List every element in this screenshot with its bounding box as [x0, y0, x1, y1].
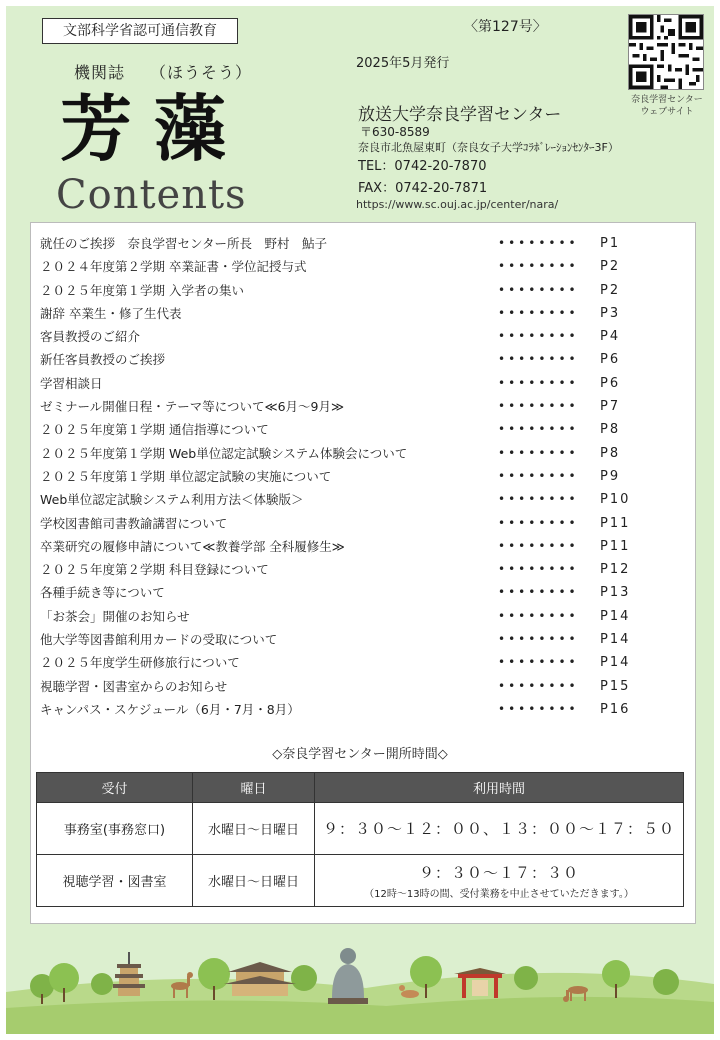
- toc-page-number: P6: [600, 375, 621, 391]
- title-reading: （ほうそう）: [150, 63, 253, 82]
- toc-page-number: P1: [600, 236, 621, 251]
- toc-title: 他大学等図書館利用カードの受取について: [40, 632, 278, 648]
- toc-page-number: P7: [600, 399, 621, 415]
- list-item[interactable]: [40, 488, 640, 511]
- toc-title: 謝辞 卒業生・修了生代表: [40, 305, 182, 321]
- toc-page-number: P2: [600, 282, 621, 298]
- toc-title: 客員教授のご紹介: [40, 329, 141, 345]
- toc-leader: ••••••••: [498, 236, 579, 250]
- toc-title: ２０２５年度学生研修旅行について: [40, 655, 240, 671]
- toc-leader: ••••••••: [498, 632, 579, 647]
- toc-leader: ••••••••: [498, 305, 579, 320]
- list-item[interactable]: [40, 302, 640, 325]
- list-item[interactable]: [40, 348, 640, 371]
- toc-page-number: P8: [600, 422, 621, 438]
- toc-title: キャンパス・スケジュール（6月・7月・8月）: [40, 701, 300, 717]
- column-header-time: 利用時間: [315, 773, 684, 803]
- address: 奈良市北魚屋東町（奈良女子大学ｺﾗﾎﾞﾚｰｼｮﾝｾﾝﾀｰ3F）: [358, 141, 619, 154]
- toc-leader: ••••••••: [498, 445, 579, 460]
- toc-leader: ••••••••: [498, 399, 579, 414]
- toc-page-number: P14: [600, 608, 631, 624]
- toc-page-number: P4: [600, 329, 621, 345]
- issue-date: 2025年5月発行: [356, 56, 450, 71]
- toc-leader: ••••••••: [498, 352, 579, 367]
- toc-page-number: P14: [600, 655, 631, 671]
- list-item[interactable]: [40, 442, 640, 465]
- cell-time: [315, 855, 684, 907]
- list-item[interactable]: [40, 605, 640, 628]
- toc-page-number: P15: [600, 678, 631, 694]
- toc-title: 視聴学習・図書室からのお知らせ: [40, 678, 228, 694]
- list-item[interactable]: [40, 512, 640, 535]
- buddha-statue-icon: [328, 948, 368, 1004]
- toc-page-number: P6: [600, 352, 621, 368]
- toc-leader: ••••••••: [498, 538, 579, 553]
- website-link[interactable]: https://www.sc.ouj.ac.jp/center/nara/: [356, 198, 559, 211]
- toc-title: ２０２５年度第１学期 入学者の集い: [40, 282, 244, 298]
- toc-leader: ••••••••: [498, 608, 579, 623]
- cell-place: 事務室(事務窓口): [37, 803, 193, 855]
- qr-code-icon[interactable]: [628, 14, 704, 90]
- list-item[interactable]: [40, 255, 640, 278]
- toc-page-number: P2: [600, 259, 621, 275]
- list-item[interactable]: [40, 395, 640, 418]
- toc-page-number: P8: [600, 445, 621, 461]
- temple-icon: [224, 962, 296, 996]
- toc-page-number: P12: [600, 562, 631, 578]
- toc-page-number: P9: [600, 468, 621, 484]
- list-item[interactable]: [40, 325, 640, 348]
- toc-title: ２０２５年度第２学期 科目登録について: [40, 562, 269, 578]
- cell-days: 水曜日～日曜日: [193, 855, 315, 907]
- list-item[interactable]: [40, 558, 640, 581]
- toc-page-number: P3: [600, 305, 621, 321]
- toc-leader: ••••••••: [498, 585, 579, 600]
- toc-title: Web単位認定試験システム利用方法＜体験版＞: [40, 492, 304, 508]
- toc-leader: ••••••••: [498, 259, 579, 274]
- toc-title: ２０２５年度第１学期 単位認定試験の実施について: [40, 468, 332, 484]
- list-item[interactable]: [40, 418, 640, 441]
- qr-caption: [620, 94, 714, 118]
- qr-caption-line-1: 奈良学習センター: [631, 95, 703, 105]
- bulletin-label: 機関誌: [74, 63, 126, 82]
- list-item[interactable]: [40, 651, 640, 674]
- page-title: 芳藻: [60, 86, 249, 171]
- table-row: [37, 803, 684, 855]
- toc-title: ２０２５年度第１学期 通信指導について: [40, 422, 269, 438]
- column-header-days: 曜日: [193, 773, 315, 803]
- qr-caption-line-2: ウェブサイト: [640, 107, 694, 117]
- toc-leader: ••••••••: [498, 375, 579, 390]
- toc-page-number: P11: [600, 538, 631, 554]
- toc-page-number: P16: [600, 701, 631, 717]
- contents-heading: Contents: [56, 172, 247, 218]
- list-item[interactable]: [40, 535, 640, 558]
- nara-landmarks-illustration: [6, 928, 714, 1034]
- column-header-reception: 受付: [37, 773, 193, 803]
- cell-time: ９：３０～１２：００、１３：００～１７：５０: [315, 803, 684, 855]
- fax-number: FAX：0742-20-7871: [358, 181, 488, 196]
- opening-hours-table: [36, 772, 684, 907]
- toc-page-number: P10: [600, 492, 631, 508]
- list-item[interactable]: [40, 372, 640, 395]
- toc-leader: ••••••••: [498, 562, 579, 577]
- time-text: ９：３０～１７：３０: [418, 863, 579, 882]
- toc-leader: ••••••••: [498, 678, 579, 693]
- toc-leader: ••••••••: [498, 701, 579, 716]
- phone-number: TEL：0742-20-7870: [358, 159, 487, 174]
- table-of-contents: [40, 232, 640, 721]
- list-item[interactable]: [40, 581, 640, 604]
- cell-place: 視聴学習・図書室: [37, 855, 193, 907]
- list-item[interactable]: [40, 465, 640, 488]
- toc-title: ２０２４年度第２学期 卒業証書・学位記授与式: [40, 259, 307, 275]
- toc-title: 学習相談日: [40, 375, 103, 391]
- toc-title: 「お茶会」開催のお知らせ: [40, 608, 190, 624]
- toc-page-number: P13: [600, 585, 631, 601]
- authorization-label: 文部科学省認可通信教育: [42, 18, 238, 44]
- list-item[interactable]: [40, 628, 640, 651]
- issue-number: 〈第127号〉: [464, 19, 547, 35]
- list-item[interactable]: [40, 698, 640, 721]
- toc-title: 学校図書館司書教諭講習について: [40, 515, 228, 531]
- toc-leader: ••••••••: [498, 515, 579, 530]
- toc-title: 卒業研究の履修申請について≪教養学部 全科履修生≫: [40, 538, 345, 554]
- toc-page-number: P11: [600, 515, 631, 531]
- cell-days: 水曜日～日曜日: [193, 803, 315, 855]
- toc-title: 各種手続き等について: [40, 585, 165, 601]
- toc-title: 新任客員教授のご挨拶: [40, 352, 166, 368]
- time-note: （12時～13時の間、受付業務を中止させていただきます。）: [364, 888, 634, 900]
- toc-leader: ••••••••: [498, 282, 579, 297]
- toc-leader: ••••••••: [498, 329, 579, 344]
- hours-title: ◇奈良学習センター開所時間◇: [272, 747, 448, 762]
- list-item[interactable]: [40, 675, 640, 698]
- toc-title: ２０２５年度第１学期 Web単位認定試験システム体験会について: [40, 445, 408, 461]
- toc-leader: ••••••••: [498, 655, 579, 670]
- center-name: 放送大学奈良学習センター: [358, 105, 562, 125]
- toc-title: ゼミナール開催日程・テーマ等について≪6月～9月≫: [40, 399, 345, 415]
- table-header-row: [37, 773, 684, 803]
- toc-page-number: P14: [600, 632, 631, 648]
- toc-title: 就任のご挨拶 奈良学習センター所長 野村 鮎子: [40, 236, 328, 251]
- list-item[interactable]: [40, 232, 640, 255]
- table-row: [37, 855, 684, 907]
- list-item[interactable]: [40, 279, 640, 302]
- toc-leader: ••••••••: [498, 492, 579, 507]
- toc-leader: ••••••••: [498, 422, 579, 437]
- toc-leader: ••••••••: [498, 468, 579, 483]
- postal-code: 〒630-8589: [360, 125, 430, 139]
